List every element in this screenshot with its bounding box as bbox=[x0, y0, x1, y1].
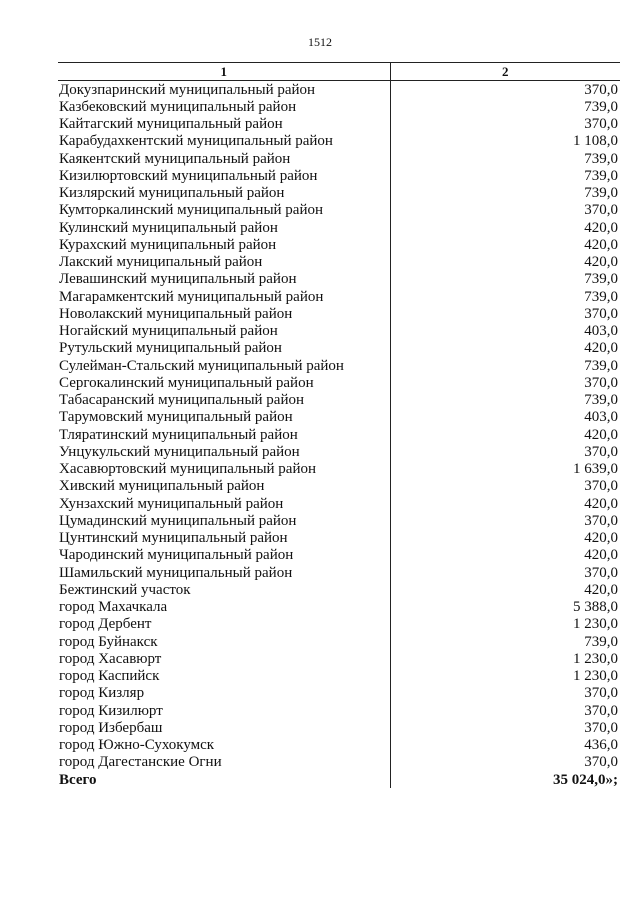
allocation-value: 370,0 bbox=[390, 305, 620, 322]
table-row bbox=[58, 495, 620, 512]
allocation-value: 370,0 bbox=[390, 512, 620, 529]
table-row bbox=[58, 668, 620, 685]
district-name: город Кизилюрт bbox=[59, 702, 163, 719]
table-row bbox=[58, 426, 620, 443]
table-body bbox=[58, 81, 620, 789]
allocation-value: 436,0 bbox=[390, 737, 620, 754]
table-row bbox=[58, 185, 620, 202]
table-row bbox=[58, 340, 620, 357]
table-row bbox=[58, 581, 620, 598]
table-row bbox=[58, 616, 620, 633]
district-name: Тарумовский муниципальный район bbox=[59, 409, 293, 426]
table-row bbox=[58, 650, 620, 667]
district-name: Кумторкалинский муниципальный район bbox=[59, 202, 324, 219]
district-name: Хунзахский муниципальный район bbox=[59, 495, 284, 512]
table-header bbox=[58, 63, 620, 81]
allocation-value: 1 230,0 bbox=[390, 668, 620, 685]
table-row bbox=[58, 150, 620, 167]
total-row bbox=[58, 771, 620, 788]
allocation-value: 739,0 bbox=[390, 167, 620, 184]
district-name: город Избербаш bbox=[59, 719, 163, 736]
allocation-value: 739,0 bbox=[390, 392, 620, 409]
table-row bbox=[58, 133, 620, 150]
allocation-value: 739,0 bbox=[390, 633, 620, 650]
allocation-value: 739,0 bbox=[390, 288, 620, 305]
table-row bbox=[58, 478, 620, 495]
district-name: город Дербент bbox=[59, 616, 152, 633]
table-row bbox=[58, 219, 620, 236]
allocation-value: 1 108,0 bbox=[390, 133, 620, 150]
table-row bbox=[58, 236, 620, 253]
table-row bbox=[58, 530, 620, 547]
allocation-value: 1 230,0 bbox=[390, 650, 620, 667]
allocation-value: 370,0 bbox=[390, 702, 620, 719]
allocation-value: 739,0 bbox=[390, 98, 620, 115]
allocation-value: 420,0 bbox=[390, 426, 620, 443]
allocation-value: 739,0 bbox=[390, 150, 620, 167]
district-name: Казбековский муниципальный район bbox=[59, 98, 297, 115]
table-row bbox=[58, 254, 620, 271]
allocation-value: 420,0 bbox=[390, 547, 620, 564]
district-name: Каякентский муниципальный район bbox=[59, 150, 291, 167]
table-row bbox=[58, 737, 620, 754]
table-row bbox=[58, 547, 620, 564]
district-name: Курахский муниципальный район bbox=[59, 236, 277, 253]
district-name: Тляратинский муниципальный район bbox=[59, 426, 298, 443]
table-row bbox=[58, 512, 620, 529]
table-row bbox=[58, 443, 620, 460]
page-number: 1512 bbox=[308, 35, 332, 49]
column-header-2: 2 bbox=[390, 63, 620, 81]
allocation-value: 370,0 bbox=[390, 719, 620, 736]
district-name: город Махачкала bbox=[59, 599, 168, 616]
district-name: Сулейман-Стальский муниципальный район bbox=[59, 357, 344, 374]
table-row bbox=[58, 599, 620, 616]
district-name: Кулинский муниципальный район bbox=[59, 219, 278, 236]
table-row bbox=[58, 288, 620, 305]
allocation-value: 403,0 bbox=[390, 323, 620, 340]
allocation-value: 370,0 bbox=[390, 478, 620, 495]
table-row bbox=[58, 409, 620, 426]
allocation-value: 420,0 bbox=[390, 219, 620, 236]
district-name: Кайтагский муниципальный район bbox=[59, 116, 283, 133]
table-row bbox=[58, 754, 620, 771]
table-row bbox=[58, 633, 620, 650]
district-name: Чародинский муниципальный район bbox=[59, 547, 294, 564]
district-name: Хасавюртовский муниципальный район bbox=[59, 461, 317, 478]
district-name: город Каспийск bbox=[59, 668, 160, 685]
allocation-value: 370,0 bbox=[390, 685, 620, 702]
district-name: Сергокалинский муниципальный район bbox=[59, 374, 314, 391]
district-name: Рутульский муниципальный район bbox=[59, 340, 282, 357]
allocation-value: 5 388,0 bbox=[390, 599, 620, 616]
allocation-value: 370,0 bbox=[390, 564, 620, 581]
district-name: Лакский муниципальный район bbox=[59, 254, 263, 271]
allocation-table bbox=[58, 62, 620, 788]
table-row bbox=[58, 374, 620, 391]
table-row bbox=[58, 98, 620, 115]
allocation-value: 420,0 bbox=[390, 254, 620, 271]
allocation-value: 1 230,0 bbox=[390, 616, 620, 633]
allocation-table-container bbox=[58, 62, 620, 788]
total-value: 35 024,0»; bbox=[390, 771, 620, 788]
allocation-value: 420,0 bbox=[390, 530, 620, 547]
allocation-value: 420,0 bbox=[390, 340, 620, 357]
allocation-value: 370,0 bbox=[390, 116, 620, 133]
district-name: Унцукульский муниципальный район bbox=[59, 443, 300, 460]
column-header-1: 1 bbox=[58, 63, 390, 81]
table-row bbox=[58, 461, 620, 478]
table-row bbox=[58, 271, 620, 288]
district-name: город Буйнакск bbox=[59, 633, 158, 650]
district-name: город Дагестанские Огни bbox=[59, 754, 222, 771]
district-name: Цунтинский муниципальный район bbox=[59, 530, 288, 547]
district-name: Карабудахкентский муниципальный район bbox=[59, 133, 333, 150]
district-name: город Кизляр bbox=[59, 685, 145, 702]
table-row bbox=[58, 202, 620, 219]
table-row bbox=[58, 81, 620, 99]
header-row bbox=[58, 63, 620, 81]
allocation-value: 370,0 bbox=[390, 374, 620, 391]
allocation-value: 370,0 bbox=[390, 443, 620, 460]
total-label: Всего bbox=[59, 771, 97, 788]
allocation-value: 370,0 bbox=[390, 202, 620, 219]
allocation-value: 420,0 bbox=[390, 495, 620, 512]
district-name: Новолакский муниципальный район bbox=[59, 305, 293, 322]
table-row bbox=[58, 357, 620, 374]
allocation-value: 370,0 bbox=[390, 81, 620, 99]
table-row bbox=[58, 392, 620, 409]
table-row bbox=[58, 323, 620, 340]
table-row bbox=[58, 685, 620, 702]
table-row bbox=[58, 702, 620, 719]
district-name: город Хасавюрт bbox=[59, 650, 162, 667]
table-row bbox=[58, 719, 620, 736]
table-row bbox=[58, 564, 620, 581]
district-name: Кизилюртовский муниципальный район bbox=[59, 167, 318, 184]
district-name: Левашинский муниципальный район bbox=[59, 271, 297, 288]
table-row bbox=[58, 305, 620, 322]
district-name: Магарамкентский муниципальный район bbox=[59, 288, 324, 305]
district-name: Бежтинский участок bbox=[59, 581, 191, 598]
district-name: Шамильский муниципальный район bbox=[59, 564, 293, 581]
district-name: Цумадинский муниципальный район bbox=[59, 512, 297, 529]
district-name: Докузпаринский муниципальный район bbox=[59, 81, 316, 98]
allocation-value: 739,0 bbox=[390, 271, 620, 288]
allocation-value: 1 639,0 bbox=[390, 461, 620, 478]
allocation-value: 370,0 bbox=[390, 754, 620, 771]
allocation-value: 420,0 bbox=[390, 581, 620, 598]
district-name: Ногайский муниципальный район bbox=[59, 323, 278, 340]
table-row bbox=[58, 167, 620, 184]
table-row bbox=[58, 116, 620, 133]
allocation-value: 739,0 bbox=[390, 185, 620, 202]
allocation-value: 403,0 bbox=[390, 409, 620, 426]
district-name: Кизлярский муниципальный район bbox=[59, 185, 285, 202]
district-name: Табасаранский муниципальный район bbox=[59, 392, 305, 409]
allocation-value: 739,0 bbox=[390, 357, 620, 374]
district-name: город Южно-Сухокумск bbox=[59, 737, 215, 754]
district-name: Хивский муниципальный район bbox=[59, 478, 265, 495]
allocation-value: 420,0 bbox=[390, 236, 620, 253]
